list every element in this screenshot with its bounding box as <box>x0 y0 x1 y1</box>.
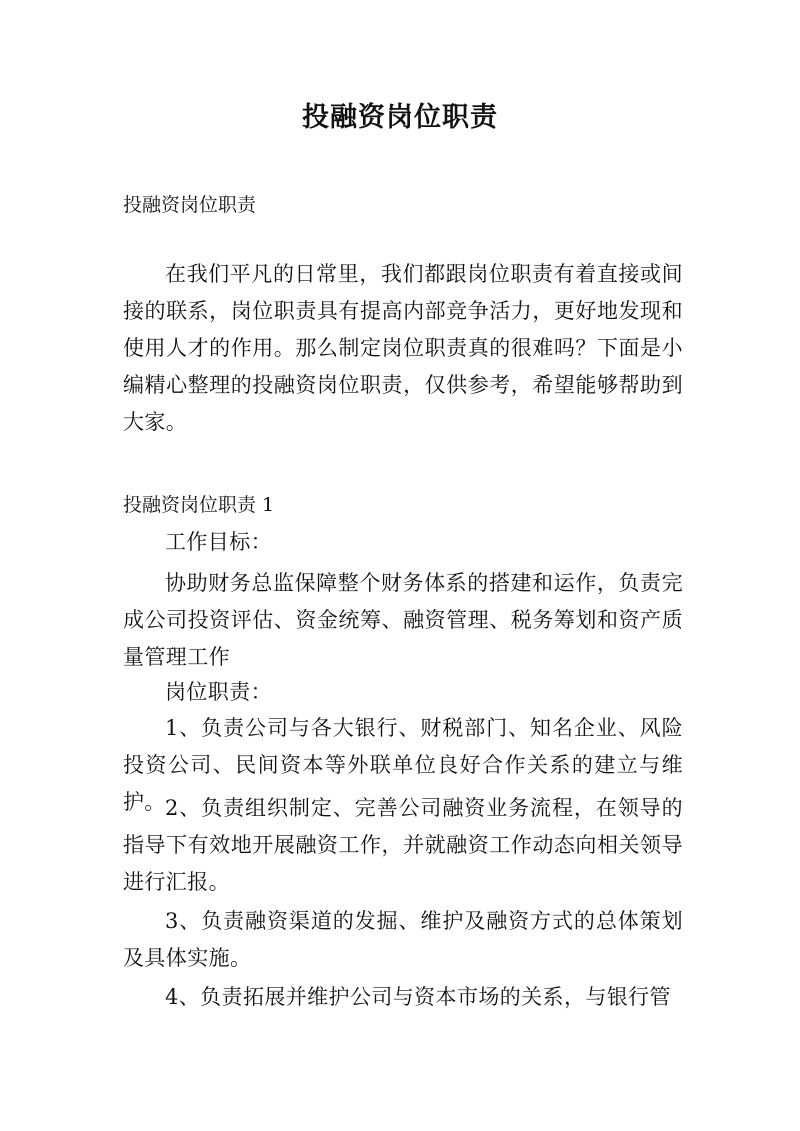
intro-paragraph: 在我们平凡的日常里，我们都跟岗位职责有着直接或间接的联系，岗位职责具有提高内部竞争活力，更好地发现和使用人才的作用。那么制定岗位职责真的很难吗？下面是小编精心整理的投融资岗位职责，仅供参考，希望能够帮助到大家。 <box>123 262 683 434</box>
duty-item: 3、负责融资渠道的发掘、维护及融资方式的总体策划及具体实施。 <box>123 909 683 970</box>
document-title: 投融资岗位职责 <box>302 102 498 133</box>
duty-item: 4、负责拓展并维护公司与资本市场的关系，与银行管 <box>165 985 671 1009</box>
goal-label: 工作目标： <box>165 530 272 554</box>
duty-item: 1、负责公司与各大银行、财税部门、知名企业、风险投资公司、民间资本等外联单位良好合作关系的建立与维护。 <box>123 716 683 814</box>
duty-label: 岗位职责： <box>165 680 272 704</box>
duty-item: 2、负责组织制定、完善公司融资业务流程，在领导的指导下有效地开展融资工作，并就融资工作动态向相关领导进行汇报。 <box>123 796 683 894</box>
section-heading: 投融资岗位职责 1 <box>123 494 275 516</box>
document-subtitle: 投融资岗位职责 <box>123 194 257 216</box>
goal-paragraph: 协助财务总监保障整个财务体系的搭建和运作，负责完成公司投资评估、资金统筹、融资管理、税务筹划和资产质量管理工作 <box>123 571 683 669</box>
